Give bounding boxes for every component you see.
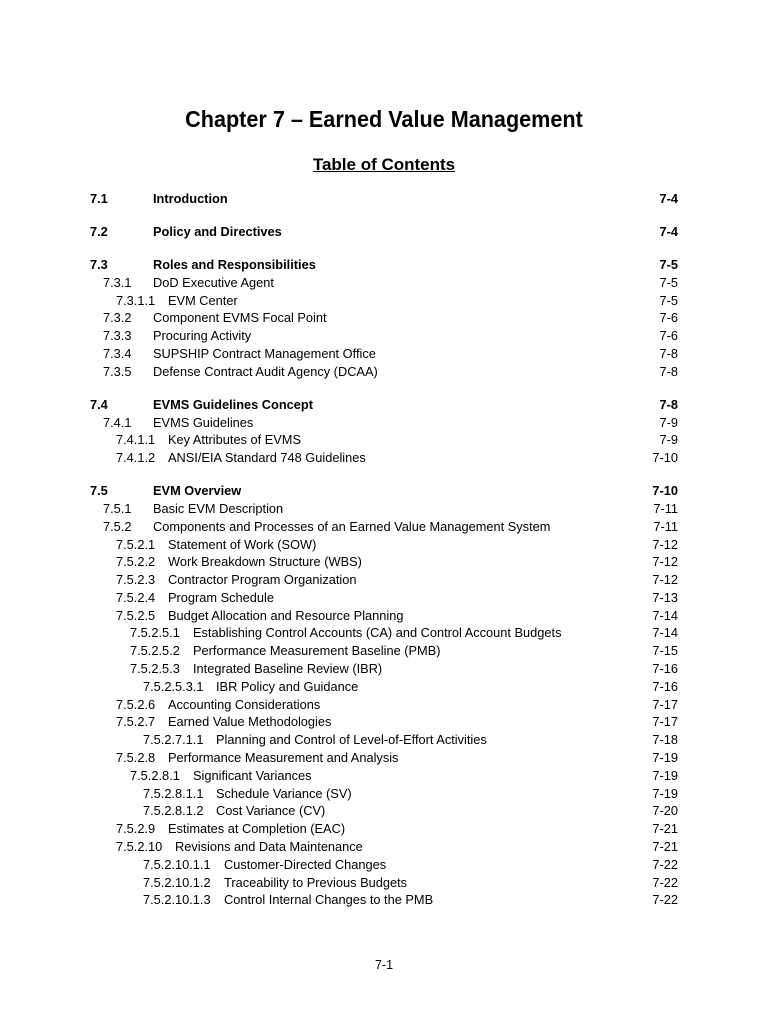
toc-entry-title: Planning and Control of Level-of-Effort Activities: [216, 732, 487, 748]
toc-entry-page: 7-11: [653, 500, 678, 516]
toc-entry-title: Contractor Program Organization: [168, 572, 357, 588]
toc-entry-title: EVMS Guidelines Concept: [153, 396, 313, 412]
toc-entry-number: 7.5.2.10.1.2: [143, 874, 211, 890]
toc-entry-page: 7-9: [659, 432, 678, 448]
toc-entry-page: 7-21: [652, 839, 678, 855]
toc-entry-number: 7.2: [90, 223, 108, 239]
toc-entry-title: EVM Overview: [153, 483, 242, 499]
toc-entry-number: 7.5.2.1: [116, 536, 156, 552]
toc-entry: [0, 749, 768, 767]
toc-entry-number: 7.5.2.5.3.1: [143, 678, 204, 694]
toc-entry-title: Earned Value Methodologies: [168, 714, 332, 730]
chapter-title: Chapter 7 – Earned Value Management: [185, 106, 583, 132]
toc-entry-page: 7-16: [652, 678, 678, 694]
toc-entry-page: 7-19: [652, 785, 678, 801]
toc-entry: [0, 767, 768, 785]
toc-entry-page: 7-12: [652, 536, 678, 552]
toc-entry-title: EVM Center: [168, 292, 238, 308]
toc-entry: [0, 345, 768, 363]
toc-entry-number: 7.5.2.5: [116, 607, 156, 623]
toc-entry-number: 7.3.4: [103, 345, 132, 361]
toc-entry-title: Integrated Baseline Review (IBR): [193, 661, 383, 677]
page-number: 7-1: [374, 958, 394, 972]
toc-entry-page: 7-20: [652, 803, 678, 819]
toc-entry-title: EVMS Guidelines: [153, 414, 254, 430]
toc-entry-number: 7.5.2.8.1: [130, 767, 180, 783]
toc-entry-page: 7-19: [652, 750, 678, 766]
toc-entry-title: Basic EVM Description: [153, 500, 284, 516]
toc-entry-page: 7-10: [652, 483, 678, 499]
toc-entry-page: 7-12: [652, 554, 678, 570]
toc-entry: [0, 660, 768, 678]
toc-entry-number: 7.5.2.7: [116, 714, 156, 730]
toc-heading: Table of Contents: [312, 155, 456, 174]
toc-entry: [0, 820, 768, 838]
toc-entry-number: 7.5.2.5.1: [130, 625, 180, 641]
toc-entry-title: Budget Allocation and Resource Planning: [168, 607, 404, 623]
toc-entry-title: Cost Variance (CV): [216, 803, 326, 819]
toc-entry: [0, 589, 768, 607]
toc-entry-page: 7-14: [652, 625, 678, 641]
toc-entry-page: 7-13: [652, 589, 678, 605]
toc-entry: [0, 731, 768, 749]
toc-entry-title: Accounting Considerations: [168, 696, 321, 712]
toc-entry-number: 7.4.1: [103, 414, 132, 430]
toc-entry: [0, 713, 768, 731]
toc-entry-title: Roles and Responsibilities: [153, 256, 316, 272]
toc-entry-page: 7-21: [652, 821, 678, 837]
toc-entry: [0, 571, 768, 589]
toc-entry-title: Establishing Control Accounts (CA) and Control Account Budgets: [193, 625, 562, 641]
toc-entry: [0, 856, 768, 874]
toc-entry-number: 7.5.2.6: [116, 696, 156, 712]
toc-entry-number: 7.3.3: [103, 328, 132, 344]
toc-entry-number: 7.3.5: [103, 363, 132, 379]
toc-entry-title: Policy and Directives: [153, 223, 282, 239]
toc-entry-title: SUPSHIP Contract Management Office: [153, 345, 376, 361]
toc-entry: [0, 449, 768, 467]
toc-entry: [0, 363, 768, 381]
toc-entry-title: Estimates at Completion (EAC): [168, 821, 346, 837]
toc-entry-title: Key Attributes of EVMS: [168, 432, 302, 448]
toc-entry-number: 7.5.2.8: [116, 750, 156, 766]
toc-entry-title: ANSI/EIA Standard 748 Guidelines: [168, 450, 366, 466]
toc-entry-page: 7-22: [652, 874, 678, 890]
toc-entry-number: 7.5.2.2: [116, 554, 156, 570]
toc-entry: [0, 223, 768, 241]
toc-entry: [0, 309, 768, 327]
toc-entry: [0, 190, 768, 208]
toc-entry-number: 7.3.1.1: [116, 292, 156, 308]
toc-entry-number: 7.4.1.1: [116, 432, 156, 448]
toc-entry-number: 7.5.2.8.1.2: [143, 803, 204, 819]
toc-entry-page: 7-14: [652, 607, 678, 623]
toc-entry-title: Procuring Activity: [153, 328, 252, 344]
toc-entry-page: 7-5: [659, 292, 678, 308]
toc-entry: [0, 838, 768, 856]
toc-entry-title: Schedule Variance (SV): [216, 785, 352, 801]
toc-entry: [0, 431, 768, 449]
toc-entry-number: 7.5.2.5.2: [130, 643, 180, 659]
toc-entry-title: Performance Measurement Baseline (PMB): [193, 643, 441, 659]
toc-entry-page: 7-17: [652, 714, 678, 730]
toc-entry-page: 7-22: [652, 856, 678, 872]
toc-entry-title: Components and Processes of an Earned Value Management System: [153, 518, 551, 534]
table-of-contents: [0, 190, 768, 909]
toc-entry: [0, 327, 768, 345]
toc-entry: [0, 785, 768, 803]
toc-entry-title: Revisions and Data Maintenance: [175, 839, 363, 855]
toc-entry-title: Customer-Directed Changes: [224, 856, 387, 872]
toc-entry: [0, 891, 768, 909]
toc-entry-number: 7.5.2.7.1.1: [143, 732, 204, 748]
toc-entry-number: 7.5.2.8.1.1: [143, 785, 204, 801]
toc-entry-number: 7.1: [90, 191, 108, 206]
toc-entry: [0, 482, 768, 500]
toc-entry-title: Component EVMS Focal Point: [153, 310, 327, 326]
toc-entry-number: 7.5.2: [103, 518, 132, 534]
toc-entry-page: 7-8: [659, 345, 678, 361]
toc-entry-title: Performance Measurement and Analysis: [168, 750, 399, 766]
toc-entry-number: 7.4.1.2: [116, 450, 156, 466]
toc-entry-number: 7.3.1: [103, 274, 132, 290]
toc-entry-page: 7-11: [653, 518, 678, 534]
toc-entry: [0, 802, 768, 820]
toc-entry-page: 7-16: [652, 661, 678, 677]
toc-entry-number: 7.5.2.10.1.1: [143, 856, 211, 872]
toc-entry-title: Introduction: [153, 191, 228, 206]
toc-entry: [0, 256, 768, 274]
toc-entry-page: 7-5: [659, 256, 678, 272]
toc-entry-page: 7-8: [659, 363, 678, 379]
toc-entry: [0, 500, 768, 518]
toc-entry-number: 7.5.2.4: [116, 589, 156, 605]
toc-entry-page: 7-6: [659, 310, 678, 326]
toc-entry-page: 7-15: [652, 643, 678, 659]
toc-entry-page: 7-10: [652, 450, 678, 466]
toc-entry: [0, 396, 768, 414]
toc-entry: [0, 642, 768, 660]
toc-entry-title: Control Internal Changes to the PMB: [224, 892, 434, 908]
toc-entry-page: 7-6: [659, 328, 678, 344]
toc-entry-number: 7.3.2: [103, 310, 132, 326]
toc-entry-page: 7-9: [659, 414, 678, 430]
toc-entry: [0, 624, 768, 642]
toc-entry-page: 7-4: [659, 223, 678, 239]
toc-entry-number: 7.3: [90, 256, 108, 272]
toc-entry-number: 7.4: [90, 396, 108, 412]
toc-entry-number: 7.5.2.5.3: [130, 661, 180, 677]
toc-entry: [0, 553, 768, 571]
toc-entry-number: 7.5.2.9: [116, 821, 156, 837]
toc-entry-title: IBR Policy and Guidance: [216, 678, 359, 694]
toc-entry-title: Statement of Work (SOW): [168, 536, 317, 552]
toc-entry-title: Traceability to Previous Budgets: [224, 874, 408, 890]
toc-entry: [0, 696, 768, 714]
toc-entry-page: 7-22: [652, 892, 678, 908]
toc-entry: [0, 274, 768, 292]
toc-entry: [0, 874, 768, 892]
toc-entry-page: 7-5: [659, 274, 678, 290]
toc-entry: [0, 607, 768, 625]
toc-entry-title: DoD Executive Agent: [153, 274, 274, 290]
toc-entry-number: 7.5.2.3: [116, 572, 156, 588]
toc-entry-number: 7.5: [90, 483, 108, 499]
toc-entry: [0, 414, 768, 432]
toc-entry-number: 7.5.2.10: [116, 839, 163, 855]
toc-entry-page: 7-8: [659, 396, 678, 412]
toc-entry-page: 7-12: [652, 572, 678, 588]
toc-entry: [0, 678, 768, 696]
toc-entry-number: 7.5.2.10.1.3: [143, 892, 211, 908]
toc-entry-page: 7-4: [659, 191, 678, 206]
toc-entry-page: 7-18: [652, 732, 678, 748]
toc-entry: [0, 536, 768, 554]
toc-entry-title: Program Schedule: [168, 589, 274, 605]
toc-entry: [0, 518, 768, 536]
toc-entry: [0, 292, 768, 310]
toc-entry-page: 7-17: [652, 696, 678, 712]
toc-entry-page: 7-19: [652, 767, 678, 783]
toc-entry-title: Significant Variances: [193, 767, 312, 783]
toc-entry-title: Work Breakdown Structure (WBS): [168, 554, 362, 570]
toc-entry-title: Defense Contract Audit Agency (DCAA): [153, 363, 378, 379]
toc-entry-number: 7.5.1: [103, 500, 132, 516]
